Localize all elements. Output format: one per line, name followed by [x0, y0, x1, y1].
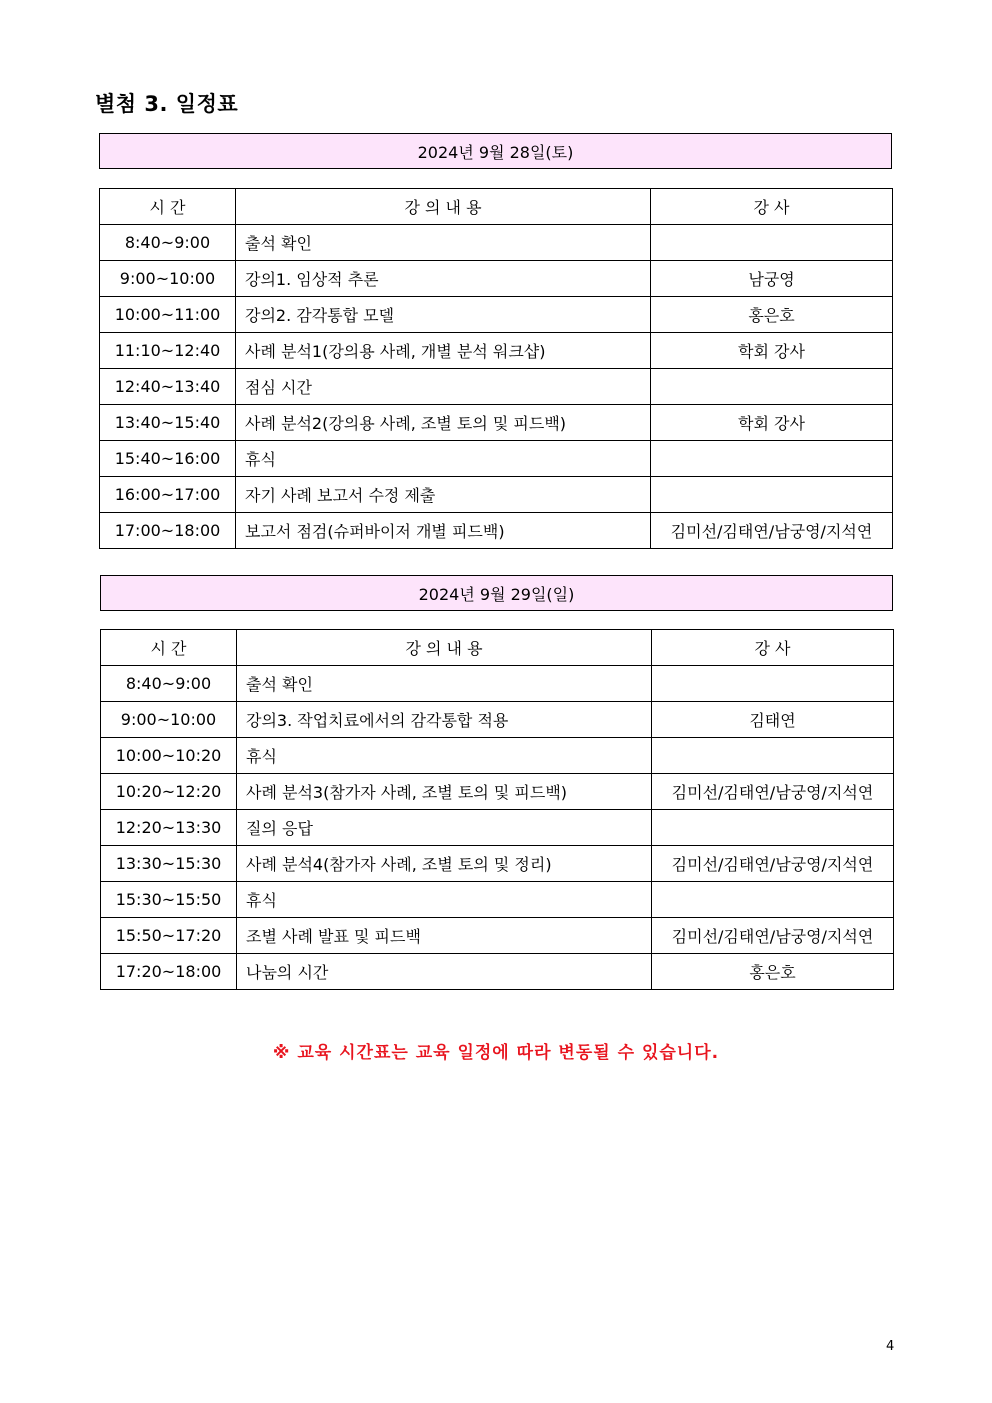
time-cell: 16:00~17:00 — [100, 477, 236, 513]
table-row — [100, 441, 893, 477]
time-cell: 17:00~18:00 — [100, 513, 236, 549]
content-cell: 나눔의 시간 — [237, 954, 652, 990]
instructor-cell — [651, 225, 893, 261]
content-cell: 휴식 — [236, 441, 651, 477]
table-row — [100, 333, 893, 369]
table-row — [101, 954, 894, 990]
day-1-date: 2024년 9월 28일(토) — [417, 142, 574, 162]
time-column-header: 시 간 — [101, 630, 237, 666]
table-row — [100, 513, 893, 549]
content-cell: 자기 사례 보고서 수정 제출 — [236, 477, 651, 513]
page-title: 별첨 3. 일정표 — [95, 92, 239, 116]
instructor-cell — [652, 882, 894, 918]
content-cell: 점심 시간 — [236, 369, 651, 405]
instructor-cell: 김미선/김태연/남궁영/지석연 — [652, 774, 894, 810]
time-cell: 11:10~12:40 — [100, 333, 236, 369]
table-row — [100, 405, 893, 441]
content-cell: 강의3. 작업치료에서의 감각통합 적용 — [237, 702, 652, 738]
day-2-schedule-table — [100, 629, 894, 990]
time-cell: 13:30~15:30 — [101, 846, 237, 882]
table-row — [101, 810, 894, 846]
instructor-cell — [651, 441, 893, 477]
time-cell: 15:30~15:50 — [101, 882, 237, 918]
time-cell: 10:20~12:20 — [101, 774, 237, 810]
content-cell: 출석 확인 — [236, 225, 651, 261]
table-row — [101, 918, 894, 954]
table-header-row — [100, 189, 893, 225]
time-cell: 9:00~10:00 — [101, 702, 237, 738]
instructor-column-header: 강 사 — [652, 630, 894, 666]
time-cell: 12:40~13:40 — [100, 369, 236, 405]
time-cell: 15:50~17:20 — [101, 918, 237, 954]
instructor-cell: 김태연 — [652, 702, 894, 738]
instructor-column-header: 강 사 — [651, 189, 893, 225]
instructor-cell — [652, 810, 894, 846]
instructor-cell: 김미선/김태연/남궁영/지석연 — [651, 513, 893, 549]
day-1-date-header — [99, 133, 892, 169]
instructor-cell: 학회 강사 — [651, 405, 893, 441]
content-cell: 강의1. 임상적 추론 — [236, 261, 651, 297]
content-cell: 강의2. 감각통합 모델 — [236, 297, 651, 333]
schedule-change-notice: ※ 교육 시간표는 교육 일정에 따라 변동될 수 있습니다. — [272, 1043, 720, 1063]
instructor-cell — [651, 477, 893, 513]
table-row — [100, 477, 893, 513]
time-cell: 8:40~9:00 — [100, 225, 236, 261]
table-row — [100, 369, 893, 405]
day-2-schedule-body — [101, 666, 894, 990]
time-cell: 9:00~10:00 — [100, 261, 236, 297]
time-cell: 17:20~18:00 — [101, 954, 237, 990]
table-row — [100, 225, 893, 261]
time-cell: 13:40~15:40 — [100, 405, 236, 441]
day-1-schedule-body — [100, 225, 893, 549]
content-cell: 휴식 — [237, 738, 652, 774]
instructor-cell: 학회 강사 — [651, 333, 893, 369]
table-header-row — [101, 630, 894, 666]
instructor-cell: 홍은호 — [651, 297, 893, 333]
table-row — [100, 261, 893, 297]
content-cell: 조별 사례 발표 및 피드백 — [237, 918, 652, 954]
content-cell: 사례 분석4(참가자 사례, 조별 토의 및 정리) — [237, 846, 652, 882]
time-cell: 12:20~13:30 — [101, 810, 237, 846]
instructor-cell — [652, 738, 894, 774]
instructor-cell: 김미선/김태연/남궁영/지석연 — [652, 846, 894, 882]
instructor-cell — [651, 369, 893, 405]
content-cell: 질의 응답 — [237, 810, 652, 846]
time-column-header: 시 간 — [100, 189, 236, 225]
instructor-cell: 홍은호 — [652, 954, 894, 990]
time-cell: 8:40~9:00 — [101, 666, 237, 702]
time-cell: 15:40~16:00 — [100, 441, 236, 477]
content-column-header: 강 의 내 용 — [237, 630, 652, 666]
content-cell: 사례 분석3(참가자 사례, 조별 토의 및 피드백) — [237, 774, 652, 810]
table-row — [101, 702, 894, 738]
table-row — [101, 738, 894, 774]
time-cell: 10:00~11:00 — [100, 297, 236, 333]
page-number: 4 — [886, 1339, 895, 1354]
time-cell: 10:00~10:20 — [101, 738, 237, 774]
table-row — [101, 666, 894, 702]
content-cell: 휴식 — [237, 882, 652, 918]
content-cell: 출석 확인 — [237, 666, 652, 702]
table-row — [101, 774, 894, 810]
instructor-cell: 남궁영 — [651, 261, 893, 297]
day-2-date: 2024년 9월 29일(일) — [418, 584, 575, 604]
table-row — [101, 882, 894, 918]
content-column-header: 강 의 내 용 — [236, 189, 651, 225]
day-2-date-header — [100, 575, 893, 611]
content-cell: 사례 분석1(강의용 사례, 개별 분석 워크샵) — [236, 333, 651, 369]
table-row — [101, 846, 894, 882]
day-1-schedule-table — [99, 188, 893, 549]
table-row — [100, 297, 893, 333]
instructor-cell — [652, 666, 894, 702]
content-cell: 사례 분석2(강의용 사례, 조별 토의 및 피드백) — [236, 405, 651, 441]
instructor-cell: 김미선/김태연/남궁영/지석연 — [652, 918, 894, 954]
content-cell: 보고서 점검(슈퍼바이저 개별 피드백) — [236, 513, 651, 549]
